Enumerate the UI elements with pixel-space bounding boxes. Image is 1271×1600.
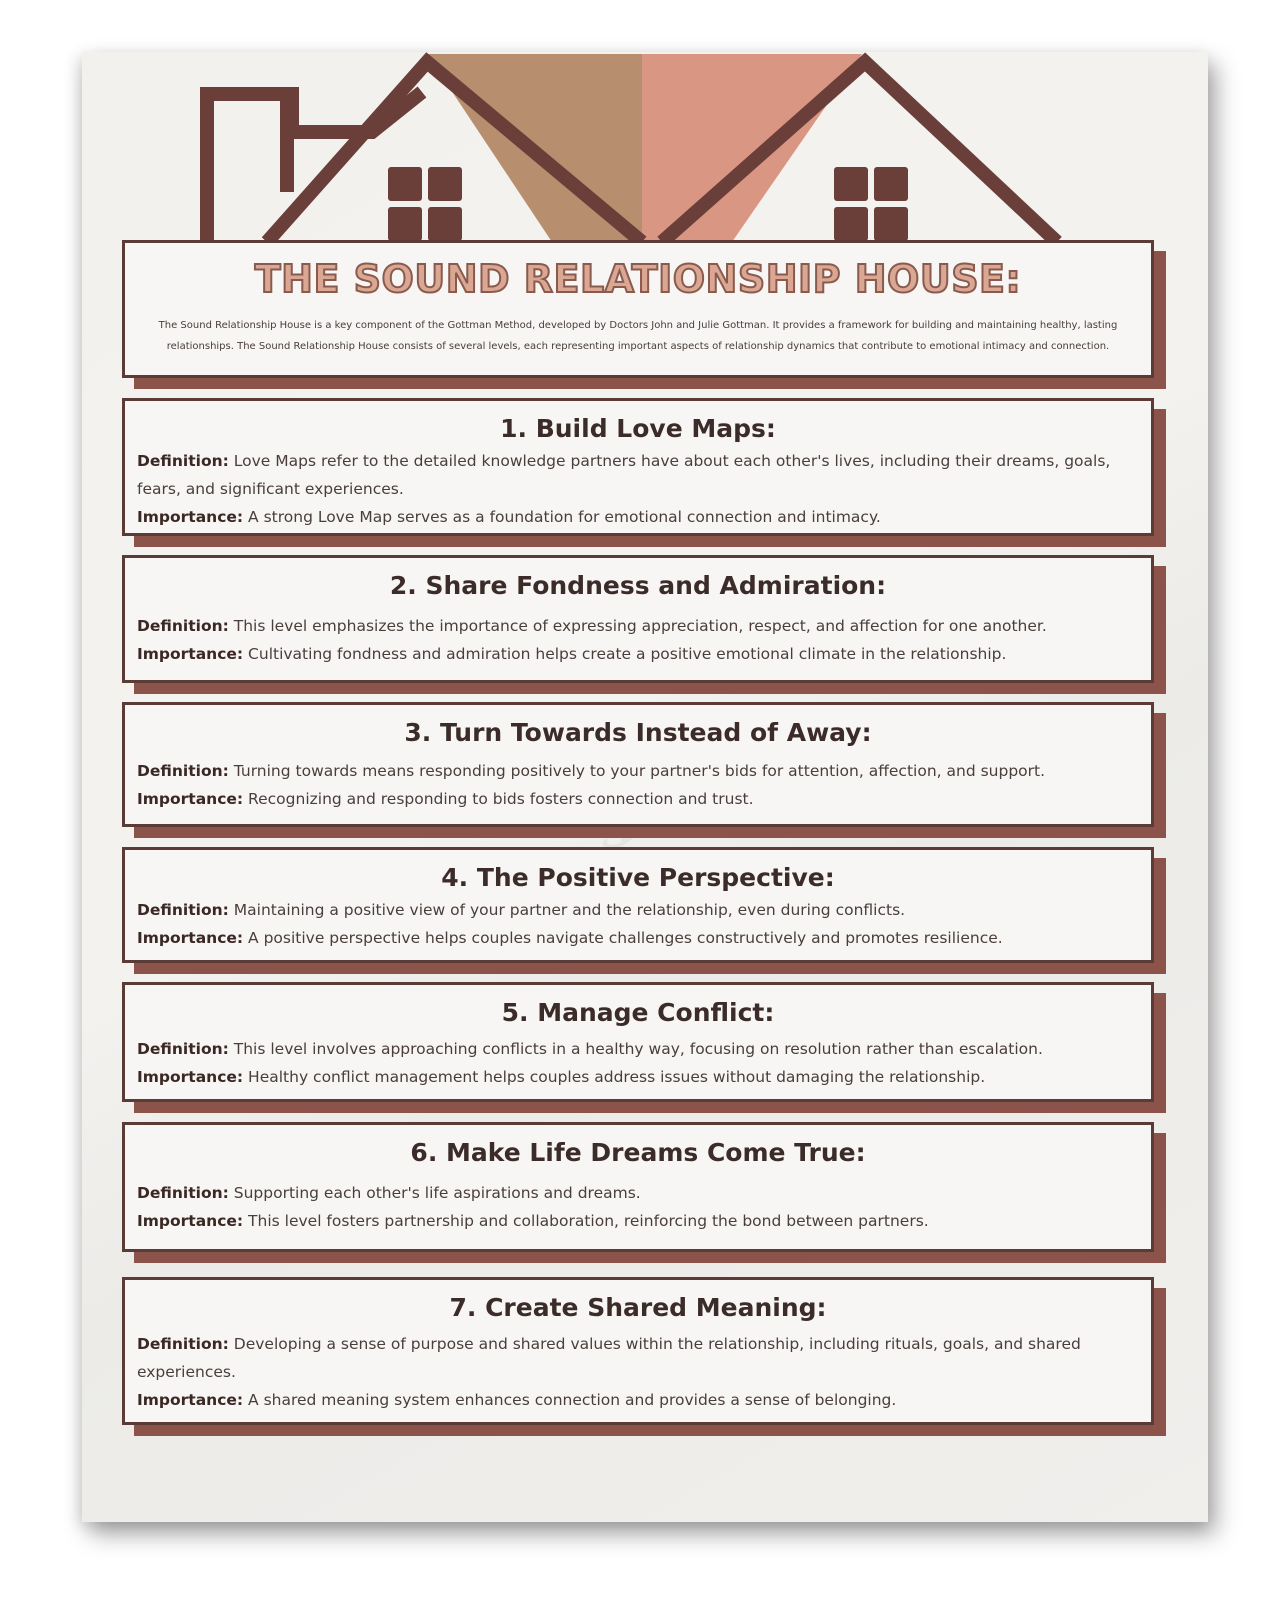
importance-line bbox=[137, 503, 1139, 531]
definition-line bbox=[137, 757, 1139, 785]
importance-label: Importance: bbox=[137, 1391, 244, 1409]
definition-label: Definition: bbox=[137, 762, 229, 780]
section-3 bbox=[122, 702, 1154, 827]
definition-label: Definition: bbox=[137, 901, 229, 919]
section-title: 7. Create Shared Meaning: bbox=[449, 1293, 827, 1322]
importance-label: Importance: bbox=[137, 790, 244, 808]
section-6 bbox=[122, 1122, 1154, 1252]
right-window-icon bbox=[834, 167, 908, 241]
definition-text: Love Maps refer to the detailed knowledge partners have about each other's lives, including their dreams, goals, fears, and significant experiences. bbox=[137, 452, 1111, 498]
definition-label: Definition: bbox=[137, 1335, 229, 1353]
left-chimney bbox=[207, 94, 287, 242]
definition-line bbox=[137, 447, 1139, 503]
importance-text: Recognizing and responding to bids fosters connection and trust. bbox=[248, 790, 754, 808]
section-title: 1. Build Love Maps: bbox=[500, 414, 776, 443]
importance-line bbox=[137, 924, 1139, 952]
importance-line bbox=[137, 1063, 1139, 1091]
definition-label: Definition: bbox=[137, 617, 229, 635]
header-box bbox=[122, 240, 1154, 378]
definition-label: Definition: bbox=[137, 1040, 229, 1058]
poster bbox=[82, 52, 1208, 1522]
definition-label: Definition: bbox=[137, 1184, 229, 1202]
importance-line bbox=[137, 785, 1139, 813]
definition-text: This level involves approaching conflicts in a healthy way, focusing on resolution rather than escalation. bbox=[233, 1040, 1043, 1058]
definition-line bbox=[137, 896, 1139, 924]
importance-text: Cultivating fondness and admiration helps create a positive emotional climate in the relationship. bbox=[248, 645, 1007, 663]
definition-text: Turning towards means responding positively to your partner's bids for attention, affection, and support. bbox=[233, 762, 1046, 780]
importance-label: Importance: bbox=[137, 1068, 244, 1086]
importance-text: This level fosters partnership and collaboration, reinforcing the bond between partners. bbox=[248, 1212, 929, 1230]
intro-text: The Sound Relationship House is a key component of the Gottman Method, developed by Doctors John and Julie Gottman. It provides a framework for building and maintaining healthy, lasting relationships. The Sound Relationship House consists of several levels, each representing important aspects of relationship dynamics that contribute to emotional intimacy and connection. bbox=[158, 320, 1118, 352]
section-5 bbox=[122, 982, 1154, 1102]
importance-text: Healthy conflict management helps couples address issues without damaging the relationship. bbox=[248, 1068, 986, 1086]
section-title: 5. Manage Conflict: bbox=[501, 998, 775, 1027]
section-title: 6. Make Life Dreams Come True: bbox=[410, 1138, 866, 1167]
definition-label: Definition: bbox=[137, 452, 229, 470]
importance-text: A positive perspective helps couples navigate challenges constructively and promotes resilience. bbox=[248, 929, 1003, 947]
section-title: 3. Turn Towards Instead of Away: bbox=[404, 718, 872, 747]
section-7 bbox=[122, 1277, 1154, 1425]
importance-line bbox=[137, 1207, 1139, 1235]
definition-line bbox=[137, 1330, 1139, 1386]
house-roof-illustration bbox=[82, 52, 1208, 272]
importance-text: A strong Love Map serves as a foundation for emotional connection and intimacy. bbox=[248, 508, 881, 526]
importance-label: Importance: bbox=[137, 1212, 244, 1230]
section-title: 2. Share Fondness and Admiration: bbox=[389, 571, 887, 600]
importance-label: Importance: bbox=[137, 508, 244, 526]
section-2 bbox=[122, 555, 1154, 683]
importance-line bbox=[137, 640, 1139, 668]
importance-label: Importance: bbox=[137, 929, 244, 947]
importance-label: Importance: bbox=[137, 645, 244, 663]
definition-text: Supporting each other's life aspirations and dreams. bbox=[233, 1184, 641, 1202]
definition-text: This level emphasizes the importance of expressing appreciation, respect, and affection for one another. bbox=[233, 617, 1047, 635]
importance-line bbox=[137, 1386, 1139, 1414]
importance-text: A shared meaning system enhances connection and provides a sense of belonging. bbox=[248, 1391, 897, 1409]
right-roof-fill bbox=[642, 54, 862, 242]
definition-text: Developing a sense of purpose and shared values within the relationship, including rituals, goals, and shared experiences. bbox=[137, 1335, 1081, 1381]
definition-line bbox=[137, 1179, 1139, 1207]
definition-line bbox=[137, 1035, 1139, 1063]
page-title: THE SOUND RELATIONSHIP HOUSE: bbox=[254, 257, 1022, 301]
definition-text: Maintaining a positive view of your partner and the relationship, even during conflicts. bbox=[233, 901, 906, 919]
section-title: 4. The Positive Perspective: bbox=[441, 863, 835, 892]
section-1 bbox=[122, 398, 1154, 536]
section-4 bbox=[122, 847, 1154, 963]
definition-line bbox=[137, 612, 1139, 640]
left-window-icon bbox=[388, 167, 462, 241]
